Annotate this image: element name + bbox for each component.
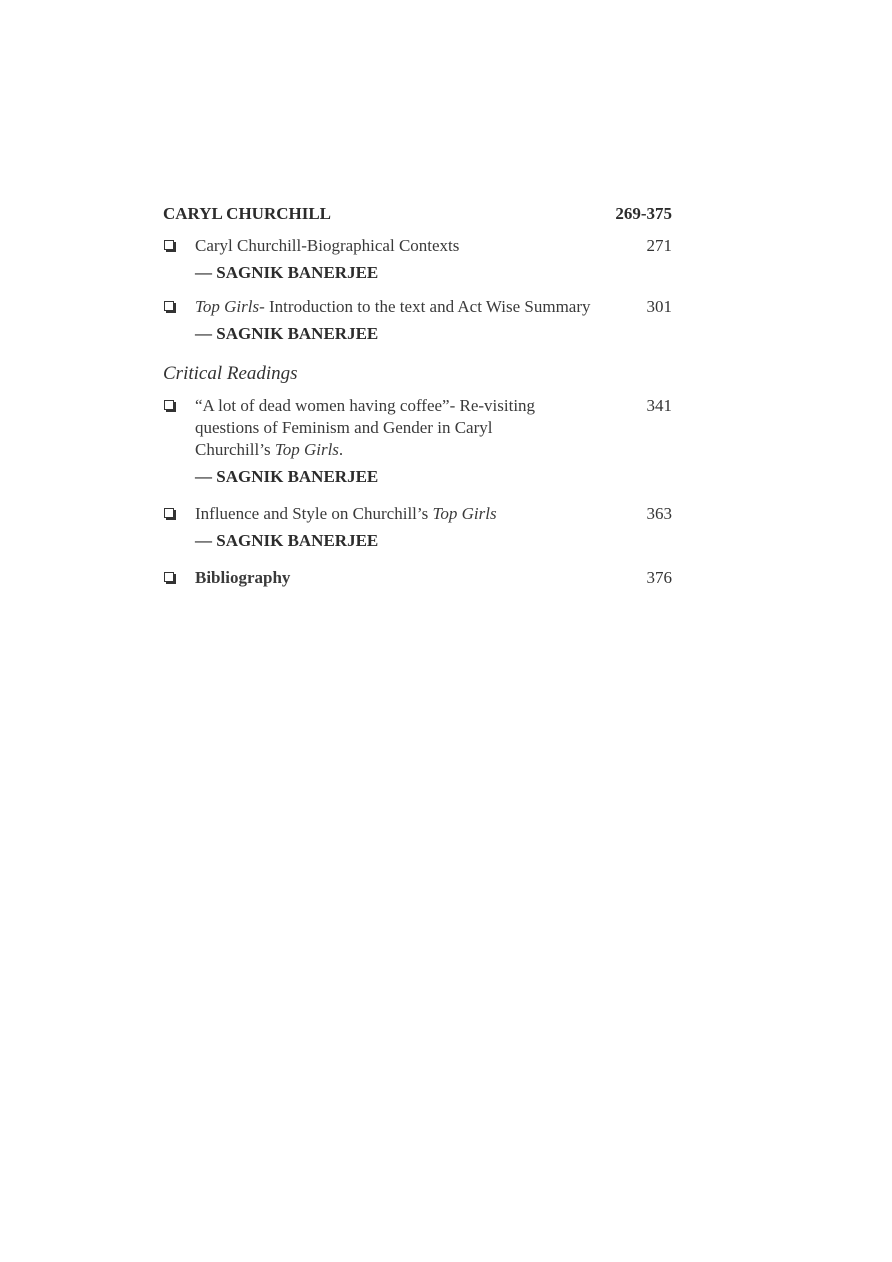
subsection-heading: Critical Readings: [163, 363, 298, 384]
entry-title-post: .: [338, 440, 344, 459]
section-header: [163, 203, 672, 225]
entry-page-number: 376: [646, 568, 672, 587]
entry-title: [195, 395, 562, 461]
toc-entry-bibliography[interactable]: [163, 567, 672, 589]
entry-title-pre: “A lot of dead women having coffee”- Re-visiting questions of Feminism and Gender in Caryl Churchill’s: [195, 396, 536, 459]
checkbox-bullet-icon: [164, 240, 174, 250]
section-title: CARYL CHURCHILL: [163, 204, 332, 223]
toc-entry-top-girls-introduction[interactable]: [163, 296, 672, 345]
checkbox-bullet-icon: [164, 400, 174, 410]
entry-title: [195, 296, 620, 318]
entry-title: Caryl Churchill-Biographical Contexts: [195, 236, 460, 255]
checkbox-bullet-icon: [164, 572, 174, 582]
entry-title-pre: Influence and Style on Churchill’s: [195, 504, 433, 523]
entry-page-number: 341: [646, 396, 672, 415]
entry-author: — SAGNIK BANERJEE: [195, 324, 379, 343]
entry-title-italic: Top Girls: [195, 297, 260, 316]
entry-author: — SAGNIK BANERJEE: [195, 467, 379, 486]
section-page-range: 269-375: [615, 204, 672, 223]
entry-page-number: 363: [646, 504, 672, 523]
entry-title-italic: Top Girls: [432, 504, 497, 523]
entry-title: Bibliography: [195, 568, 291, 587]
checkbox-bullet-icon: [164, 301, 174, 311]
toc-entry-biographical-contexts[interactable]: [163, 235, 672, 284]
entry-page-number: 301: [646, 297, 672, 316]
entry-title-italic: Top Girls: [274, 440, 339, 459]
checkbox-bullet-icon: [164, 508, 174, 518]
table-of-contents: [163, 203, 672, 589]
toc-entry-influence-and-style[interactable]: [163, 503, 672, 552]
entry-author: — SAGNIK BANERJEE: [195, 531, 379, 550]
entry-title-rest: - Introduction to the text and Act Wise Summary: [259, 297, 591, 316]
toc-entry-dead-women-coffee[interactable]: [163, 395, 672, 488]
entry-author: — SAGNIK BANERJEE: [195, 263, 379, 282]
entry-page-number: 271: [646, 236, 672, 255]
entry-title: [195, 503, 620, 525]
